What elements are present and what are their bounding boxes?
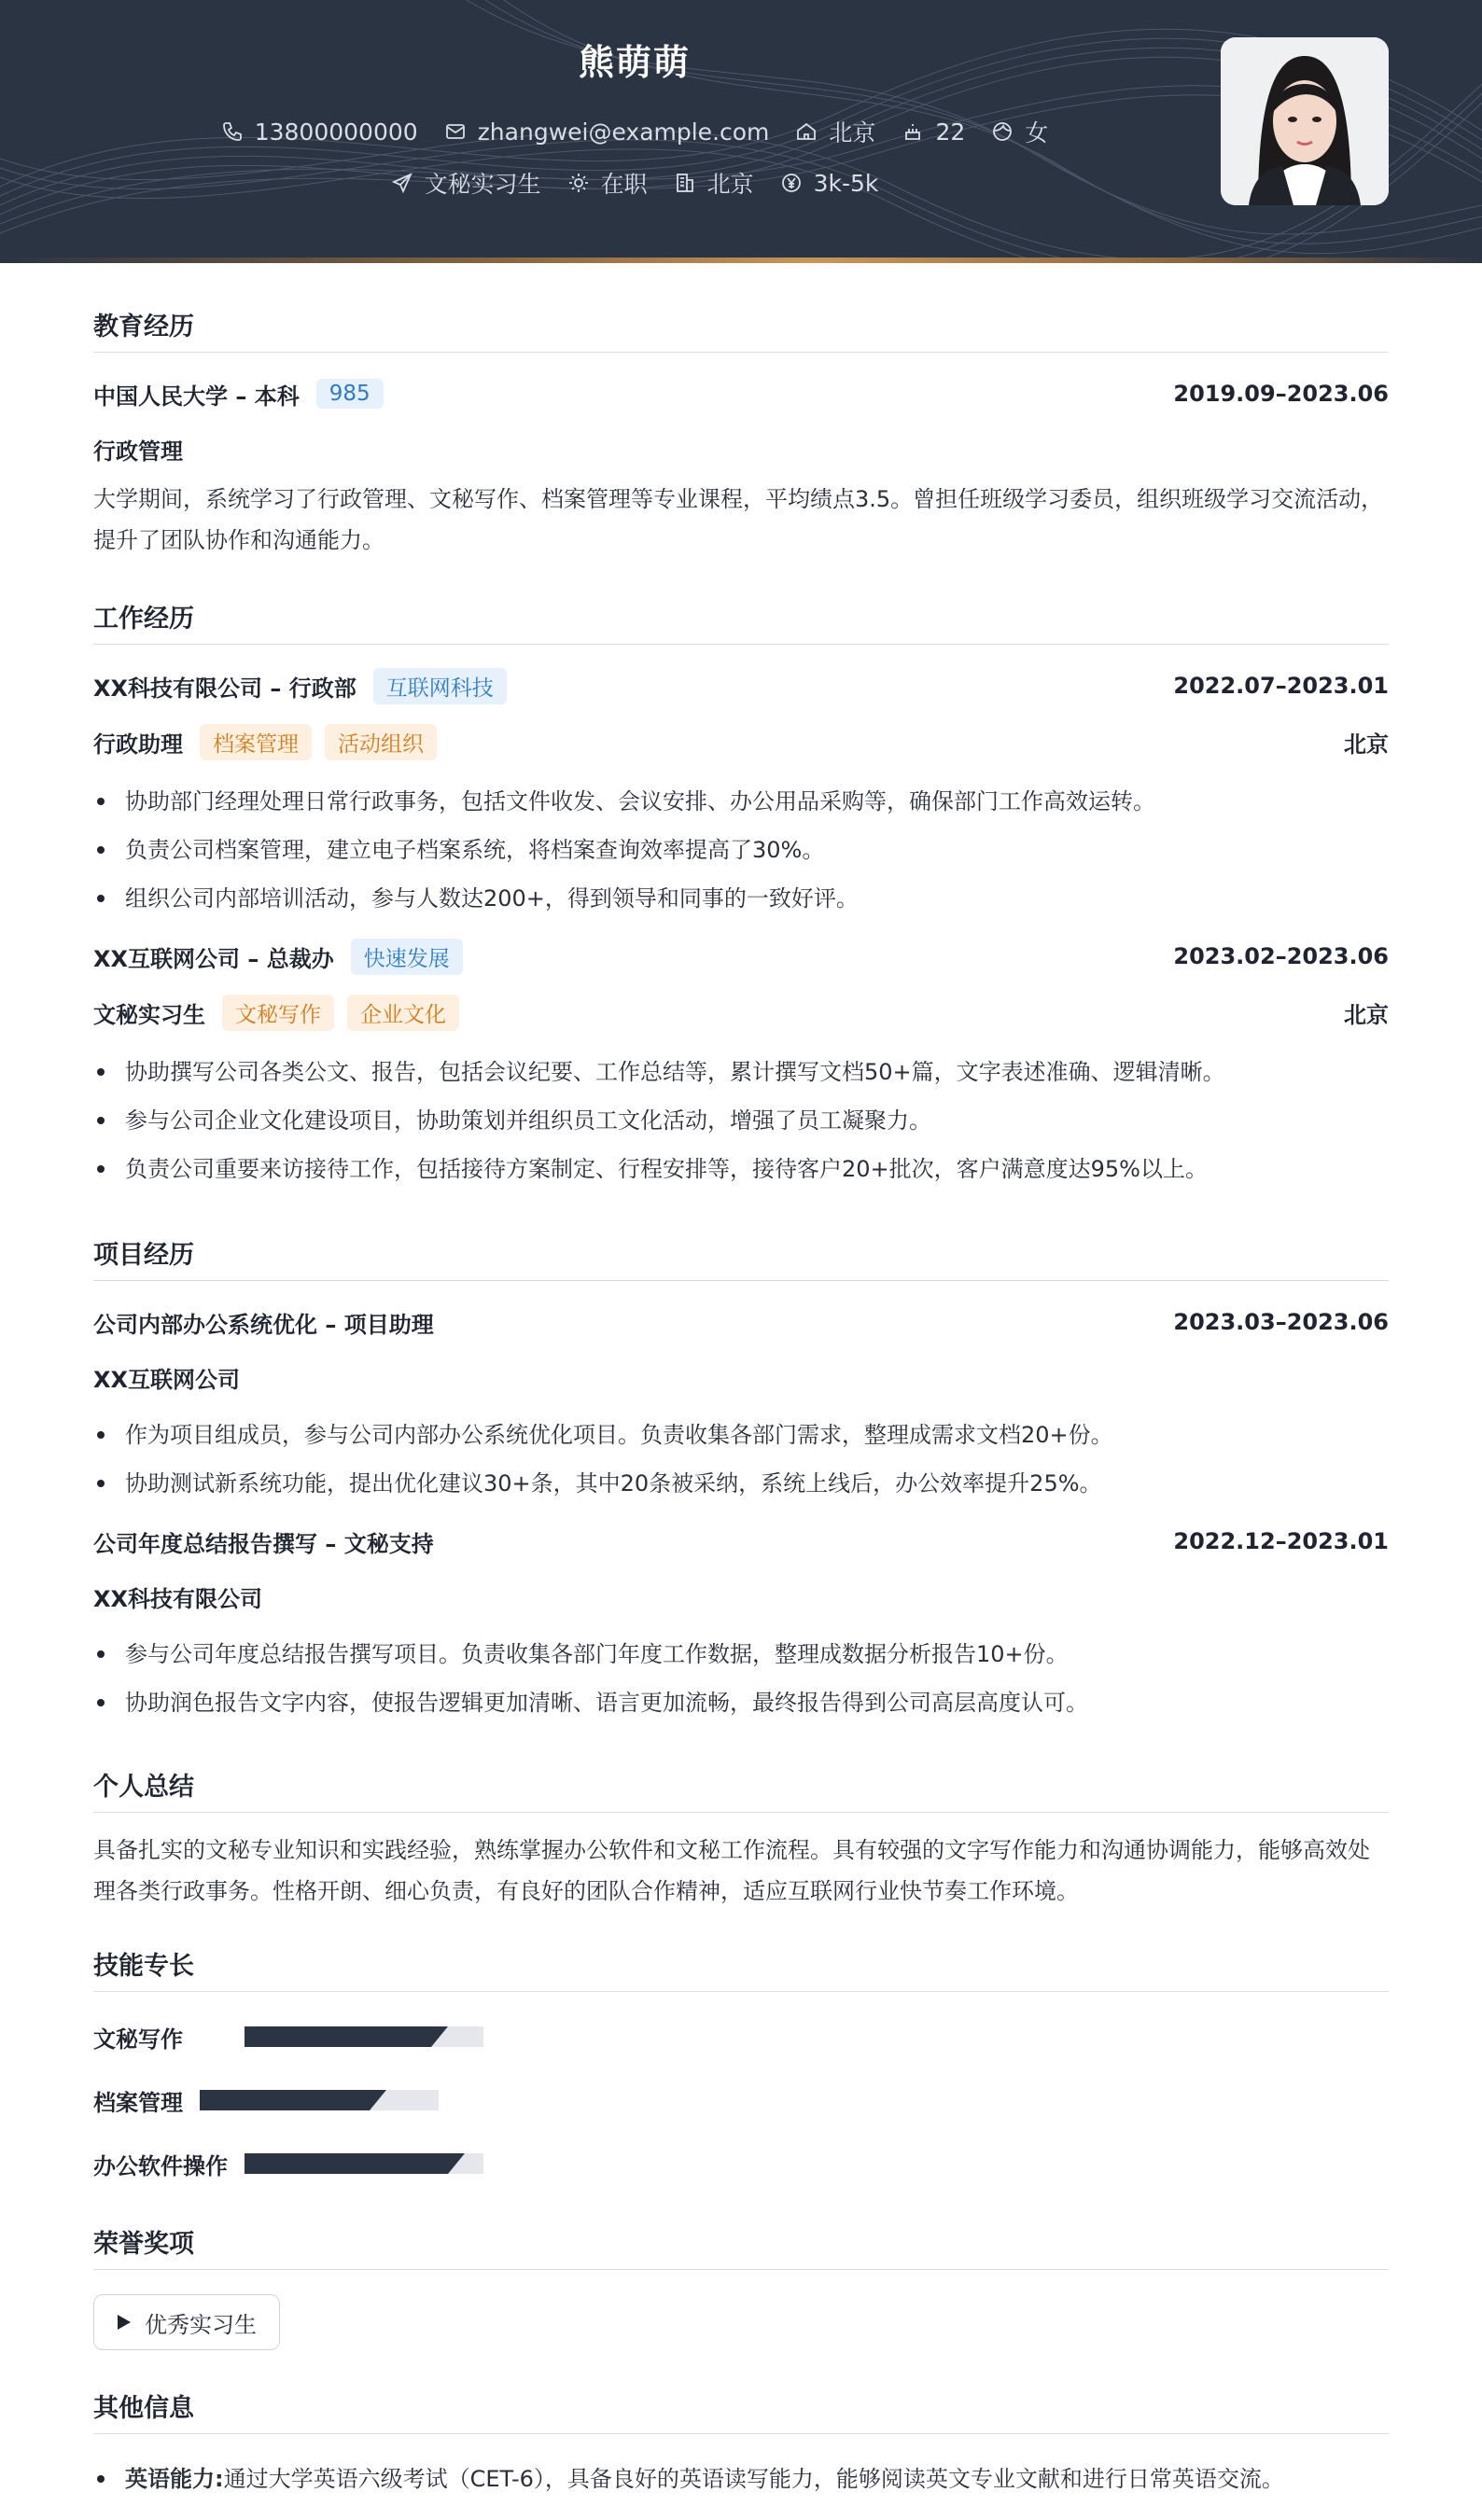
industry-tag: 互联网科技 [373, 668, 507, 704]
work-period: 2023.02–2023.06 [1173, 943, 1389, 969]
work-entry [93, 940, 1389, 1193]
skill-bar-fill [245, 2153, 448, 2174]
skill-tag: 活动组织 [325, 724, 437, 760]
section-title: 荣誉奖项 [93, 2223, 1389, 2270]
skill-bar-fill [245, 2026, 431, 2047]
list-item: 组织公司内部培训活动，参与人数达200+，得到领导和同事的一致好评。 [93, 874, 1389, 923]
work-entry [93, 669, 1389, 923]
section-title: 个人总结 [93, 1766, 1389, 1813]
work-city-item [674, 166, 754, 200]
list-item: 参与公司企业文化建设项目，协助策划并组织员工文化活动，增强了员工凝聚力。 [93, 1096, 1389, 1145]
work-position-row [93, 725, 1389, 759]
education-major: 行政管理 [93, 439, 183, 465]
school-tag: 985 [316, 379, 384, 409]
work-company-line [93, 939, 463, 975]
work-position: 行政助理 [93, 731, 183, 758]
job-info-row [0, 166, 1269, 200]
project-period: 2022.12–2023.01 [1173, 1528, 1389, 1554]
skill-tag: 档案管理 [200, 724, 312, 760]
industry-tag: 快速发展 [351, 939, 463, 975]
skill-item [93, 2080, 754, 2121]
candidate-name: 熊萌萌 [578, 42, 691, 83]
other-text: 通过大学英语六级考试（CET-6），具备良好的英语读写能力，能够阅读英文专业文献和进行日常英语交流。 [223, 2466, 1284, 2492]
education-school-line [93, 378, 384, 411]
projects-section [93, 1234, 1389, 1727]
section-title: 技能专长 [93, 1945, 1389, 1992]
status-text: 在职 [600, 171, 648, 198]
skill-bar [245, 2026, 483, 2047]
salary-item [780, 170, 879, 197]
triangle-bullet-icon [117, 2314, 132, 2331]
skill-bar-fill [200, 2090, 370, 2110]
gender-item [991, 115, 1048, 148]
project-name: 公司内部办公系统优化 – 项目助理 [93, 1311, 434, 1338]
work-city: 北京 [1344, 731, 1389, 758]
list-item: 负责公司重要来访接待工作，包括接待方案制定、行程安排等，接待客户20+批次，客户满意度达95%以上。 [93, 1145, 1389, 1193]
skill-bar [200, 2090, 439, 2110]
work-city-text: 北京 [706, 171, 754, 198]
email-text: zhangwei@example.com [477, 118, 770, 146]
skill-tag: 文秘写作 [222, 995, 334, 1031]
work-company-row [93, 940, 1389, 973]
other-section [93, 2388, 1389, 2503]
home-icon [795, 120, 818, 143]
work-position: 文秘实习生 [93, 1001, 205, 1028]
building-icon [674, 172, 696, 194]
list-item [93, 2455, 1389, 2503]
project-period: 2023.03–2023.06 [1173, 1309, 1389, 1335]
section-title: 工作经历 [93, 598, 1389, 645]
work-company: XX互联网公司 – 总裁办 [93, 945, 334, 972]
list-item: 协助测试新系统功能，提出优化建议30+条，其中20条被采纳，系统上线后，办公效率提升25%。 [93, 1459, 1389, 1508]
work-period: 2022.07–2023.01 [1173, 673, 1389, 699]
skills-section [93, 1945, 1389, 2207]
section-title: 教育经历 [93, 306, 1389, 353]
gear-icon [567, 172, 590, 194]
work-bullets [93, 777, 1389, 923]
education-description: 大学期间，系统学习了行政管理、文秘写作、档案管理等专业课程，平均绩点3.5。曾担任班级学习委员，组织班级学习交流活动，提升了团队协作和沟通能力。 [93, 486, 1384, 553]
project-row [93, 1305, 1389, 1339]
age-text: 22 [935, 118, 966, 146]
list-item: 负责公司档案管理，建立电子档案系统，将档案查询效率提高了30%。 [93, 826, 1389, 874]
award-badge [93, 2294, 280, 2350]
list-item: 协助部门经理处理日常行政事务，包括文件收发、会议安排、办公用品采购等，确保部门工作高效运转。 [93, 777, 1389, 826]
work-position-row [93, 995, 1389, 1029]
work-city: 北京 [1344, 1001, 1389, 1028]
work-bullets [93, 1048, 1389, 1193]
other-label: 英语能力: [125, 2466, 224, 2492]
project-bullets [93, 1630, 1389, 1727]
work-position-line [93, 995, 459, 1031]
project-entry [93, 1525, 1389, 1727]
resume-header [0, 0, 1482, 263]
yen-coin-icon [780, 172, 803, 194]
job-intention-item [391, 166, 541, 200]
work-company-row [93, 669, 1389, 703]
project-company: XX互联网公司 [93, 1367, 241, 1393]
status-item [567, 166, 648, 200]
section-title: 其他信息 [93, 2388, 1389, 2434]
work-section [93, 598, 1389, 1193]
education-period: 2019.09–2023.06 [1173, 381, 1389, 407]
project-row [93, 1525, 1389, 1558]
hometown-text: 北京 [829, 119, 876, 146]
list-item: 参与公司年度总结报告撰写项目。负责收集各部门年度工作数据，整理成数据分析报告10+份。 [93, 1630, 1389, 1678]
education-section [93, 306, 1389, 561]
phone-item [221, 118, 418, 146]
job-intention-text: 文秘实习生 [424, 171, 541, 198]
education-row [93, 377, 1389, 411]
awards-section [93, 2223, 1389, 2350]
hometown-item [795, 115, 875, 148]
phone-text: 13800000000 [254, 118, 418, 146]
skill-item [93, 2143, 754, 2184]
skill-name: 档案管理 [93, 2089, 183, 2116]
age-item [902, 118, 965, 146]
skills-grid [93, 2016, 1389, 2207]
work-position-line [93, 724, 437, 760]
section-title: 项目经历 [93, 1234, 1389, 1281]
skill-bar [245, 2153, 483, 2174]
work-company-line [93, 668, 507, 704]
list-item: 协助撰写公司各类公文、报告，包括会议纪要、工作总结等，累计撰写文档50+篇，文字表述准确、逻辑清晰。 [93, 1048, 1389, 1096]
person-face-icon [991, 120, 1014, 143]
work-company: XX科技有限公司 – 行政部 [93, 675, 357, 702]
project-name: 公司年度总结报告撰写 – 文秘支持 [93, 1530, 434, 1557]
project-company: XX科技有限公司 [93, 1586, 263, 1612]
phone-icon [221, 120, 244, 143]
skill-tag: 企业文化 [347, 995, 459, 1031]
mail-icon [444, 120, 467, 143]
skill-name: 办公软件操作 [93, 2152, 228, 2179]
summary-text: 具备扎实的文秘专业知识和实践经验，熟练掌握办公软件和文秘工作流程。具有较强的文字写作能力和沟通协调能力，能够高效处理各类行政事务。性格开朗、细心负责，有良好的团队合作精神，适应互联网行业快节奏工作环境。 [93, 1837, 1370, 1904]
salary-text: 3k-5k [813, 169, 879, 197]
project-entry [93, 1305, 1389, 1508]
list-item: 作为项目组成员，参与公司内部办公系统优化项目。负责收集各部门需求，整理成需求文档20+份。 [93, 1411, 1389, 1459]
other-list [93, 2455, 1389, 2503]
list-item: 协助润色报告文字内容，使报告逻辑更加清晰、语言更加流畅，最终报告得到公司高层高度认可。 [93, 1678, 1389, 1727]
cake-icon [902, 120, 924, 143]
resume-body [93, 263, 1389, 2520]
award-name: 优秀实习生 [145, 2311, 257, 2338]
gender-text: 女 [1025, 119, 1049, 146]
school-name: 中国人民大学 – 本科 [93, 383, 300, 410]
email-item [444, 118, 770, 146]
skill-name: 文秘写作 [93, 2026, 183, 2053]
paper-plane-icon [391, 172, 413, 194]
contact-info-row [0, 115, 1269, 148]
summary-section [93, 1766, 1389, 1912]
profile-photo [1221, 37, 1389, 205]
skill-item [93, 2016, 754, 2057]
project-bullets [93, 1411, 1389, 1508]
